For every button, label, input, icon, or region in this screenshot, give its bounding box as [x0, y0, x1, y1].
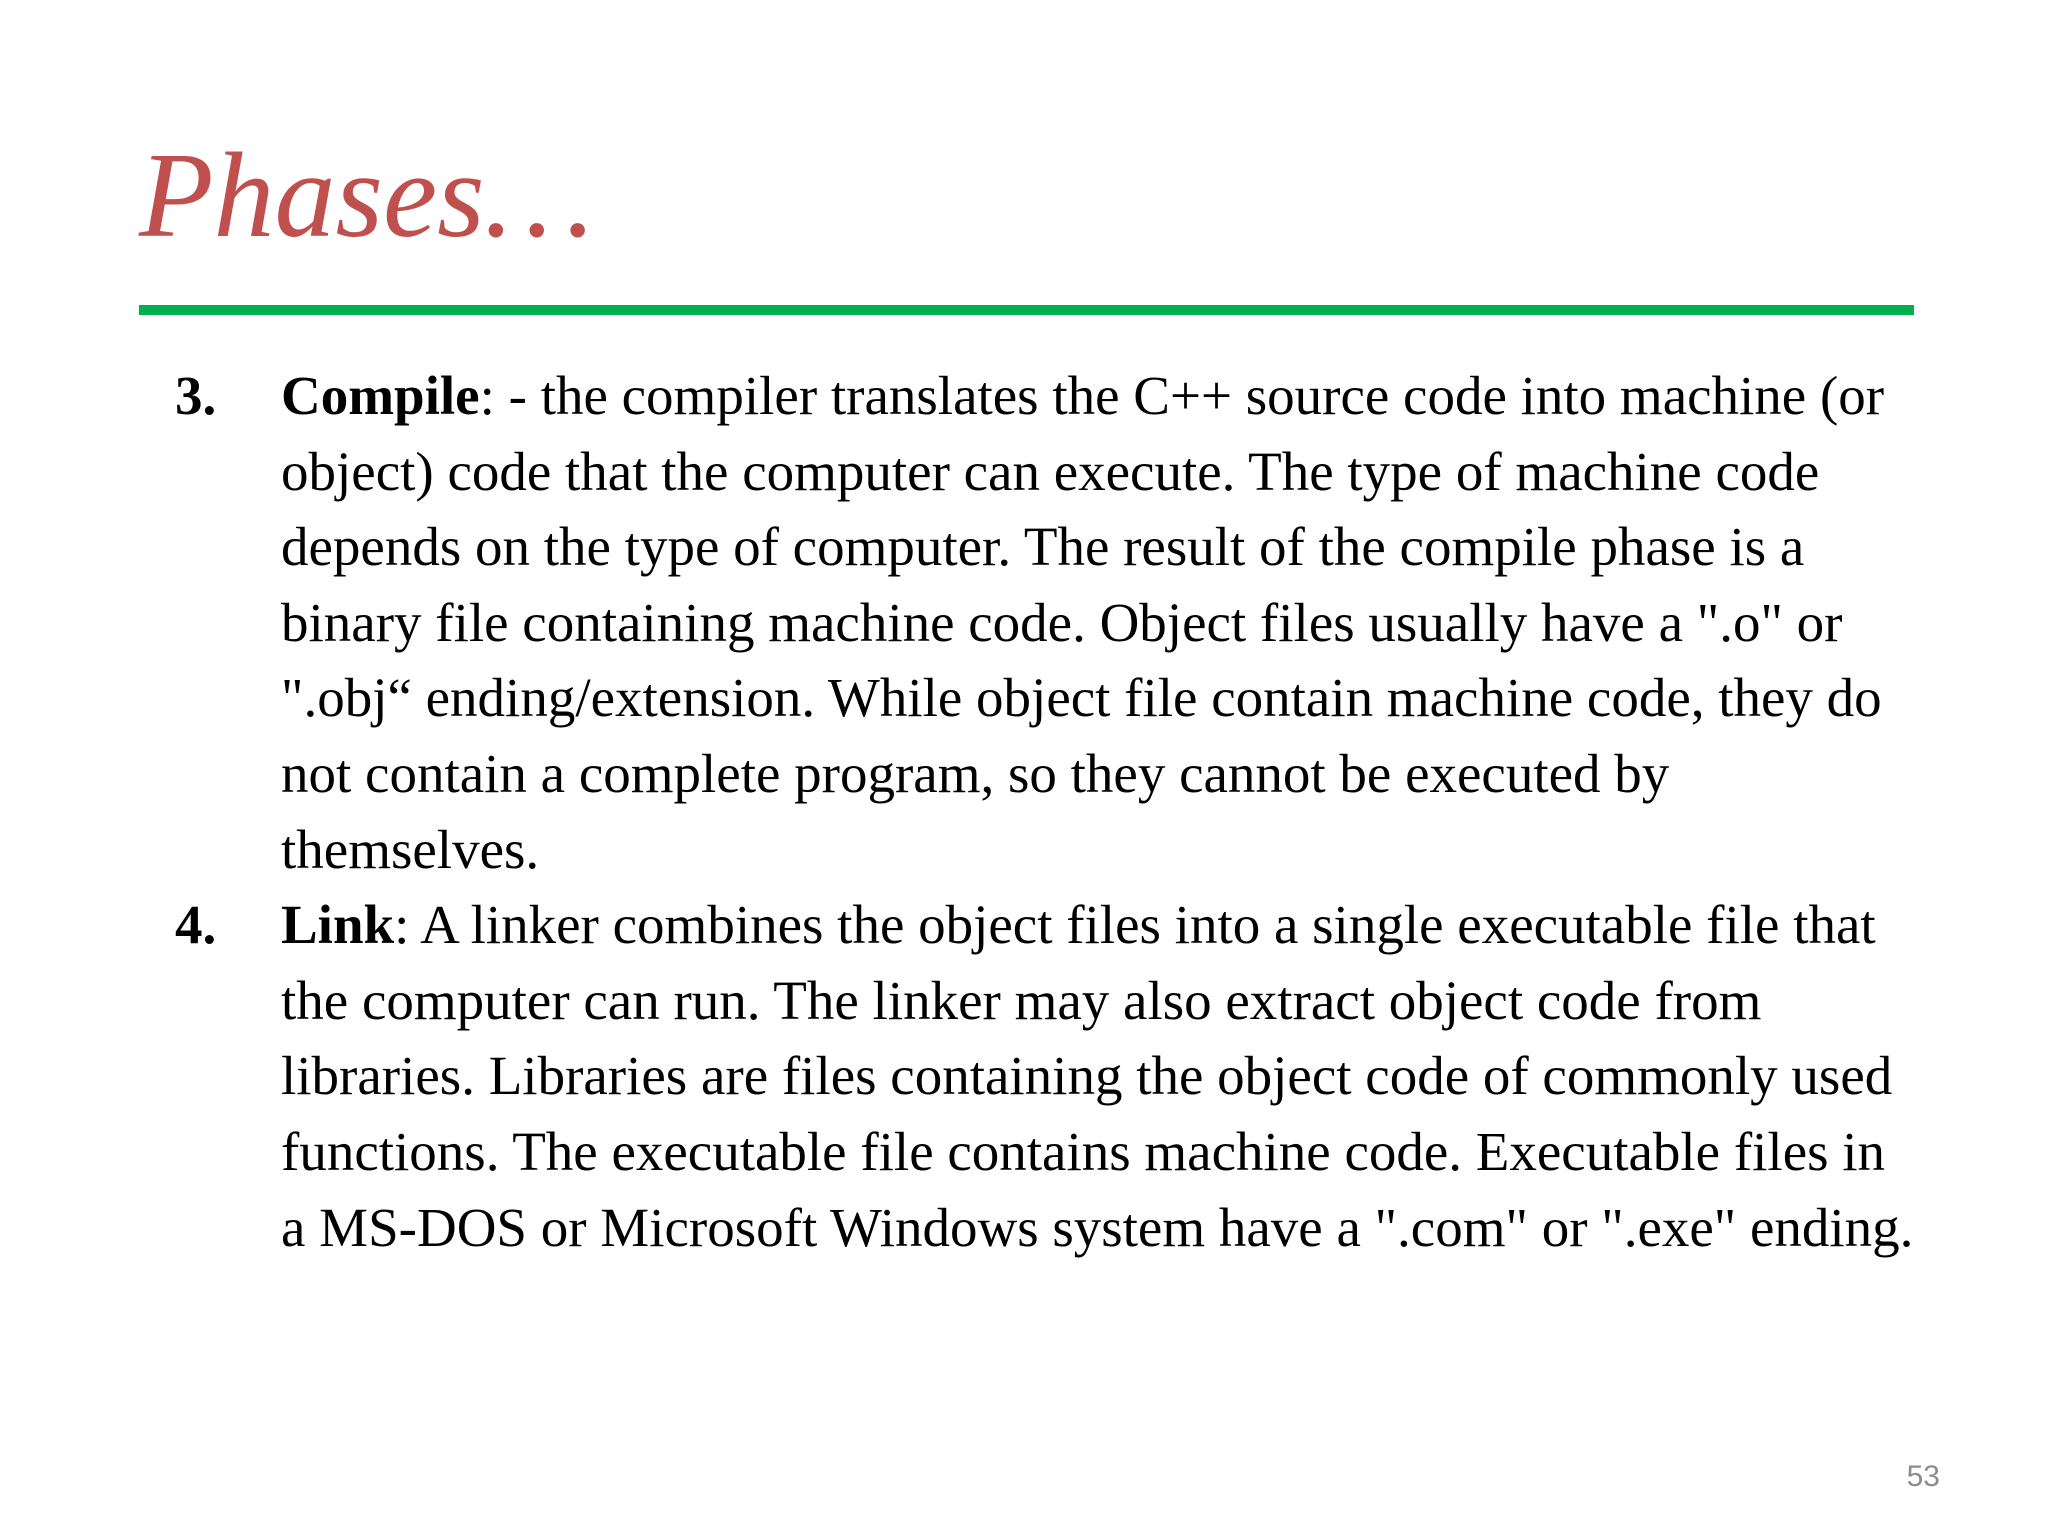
list-item-number: 4. — [175, 894, 217, 956]
list-item-compile — [175, 358, 1915, 887]
list-item-link — [175, 887, 1915, 1265]
list-item-text: : - the compiler translates the C++ source code into machine (or object) code that the computer can execute. The type of machine code depends on the type of computer. The result of the compile phase is a binary file containing machine code. Object files usually have a ".o" or ".obj“ ending/extension. While object file contain machine code, they do not contain a complete program, so they cannot be executed by themselves. — [281, 365, 1885, 880]
list-item-number: 3. — [175, 365, 217, 426]
list-item-term: Link — [281, 894, 395, 956]
numbered-list — [175, 358, 1915, 1265]
title-underline — [139, 305, 1914, 315]
slide-title: Phases… — [139, 128, 594, 263]
list-item-text: : A linker combines the object files into a single executable file that the computer can run. The linker may also extract object code from libraries. Libraries are files containing the object code of commonly used functions. The executable file contains machine code. Executable files in a MS-DOS or Microsoft Windows system have a ".com" or ".exe" ending. — [281, 894, 1914, 1258]
list-item-term: Compile — [281, 365, 480, 426]
page-number: 53 — [1906, 1460, 1940, 1493]
